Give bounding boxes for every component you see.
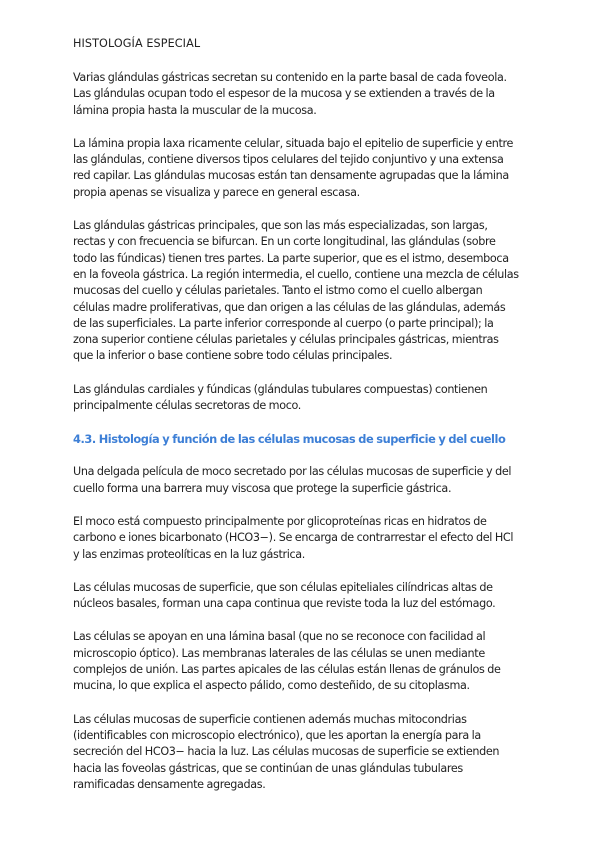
paragraph-glandulas-cardiales: Las glándulas cardiales y fúndicas (glándulas tubulares compuestas) contienen principalmente células secretoras de moco. [73,382,488,413]
paragraph-pelicula-moco: Una delgada película de moco secretado por las células mucosas de superficie y del cuello forma una barrera muy viscosa que protege la superficie gástrica. [73,465,512,495]
running-header: HISTOLOGÍA ESPECIAL [73,37,201,50]
paragraph-composicion-moco: El moco está compuesto principalmente por glicoproteínas ricas en hidratos de carbono e iones bicarbonato (HCO3−). Se encarga de contrarrestar el efecto del HCl y las enzimas proteolíticas en la luz gástrica. [73,514,514,561]
paragraph-foveola: Varias glándulas gástricas secretan su contenido en la parte basal de cada foveola. Las glándulas ocupan todo el espesor de la mucosa y se extienden a través de la lámina propia hasta la muscular de la mucosa. [73,71,507,117]
paragraph-celulas-superficie: Las células mucosas de superficie, que son células epiteliales cilíndricas altas de núcleos basales, forman una capa continua que reviste toda la luz del estómago. [73,580,496,611]
paragraph-lamina-propia: La lámina propia laxa ricamente celular, situada bajo el epitelio de superficie y entre las glándulas, contiene diversos tipos celulares del tejido conjuntivo y una extensa red capilar. Las glándulas mucosas están tan densamente agrupadas que la lámina propia apenas se visualiza y parece en general escasa. [73,136,514,199]
paragraph-lamina-basal: Las células se apoyan en una lámina basal (que no se reconoce con facilidad al microscopio óptico). Las membranas laterales de las células se unen mediante complejos de unión. Las partes apicales de las células están llenas de gránulos de mucina, lo que explica el aspecto pálido, como desteñido, de su citoplasma. [73,630,501,693]
document-body [73,70,520,810]
paragraph-glandulas-principales: Las glándulas gástricas principales, que son las más especializadas, son largas, rectas y con frecuencia se bifurcan. En un corte longitudinal, las glándulas (sobre todo las fúndicas) tienen tres partes. La parte superior, que es el istmo, desemboca en la foveola gástrica. La región intermedia, el cuello, contiene una mezcla de células mucosas del cuello y células parietales. Tanto el istmo como el cuello albergan células madre proliferativas, que dan origen a las células de las glándulas, además de las superficiales. La parte inferior corresponde al cuerpo (o parte principal); la zona superior contiene células parietales y células principales gástricas, mientras que la inferior o base contiene sobre todo células principales. [73,219,519,363]
section-heading: 4.3. Histología y función de las células mucosas de superficie y del cuello [73,432,506,447]
paragraph-mitocondrias: Las células mucosas de superficie contienen además muchas mitocondrias (identificables con microscopio electrónico), que les aportan la energía para la secreción del HCO3− hacia la luz. Las células mucosas de superficie se extienden hacia las foveolas gástricas, que se continúan de unas glándulas tubulares ramificadas densamente agregadas. [73,712,500,791]
